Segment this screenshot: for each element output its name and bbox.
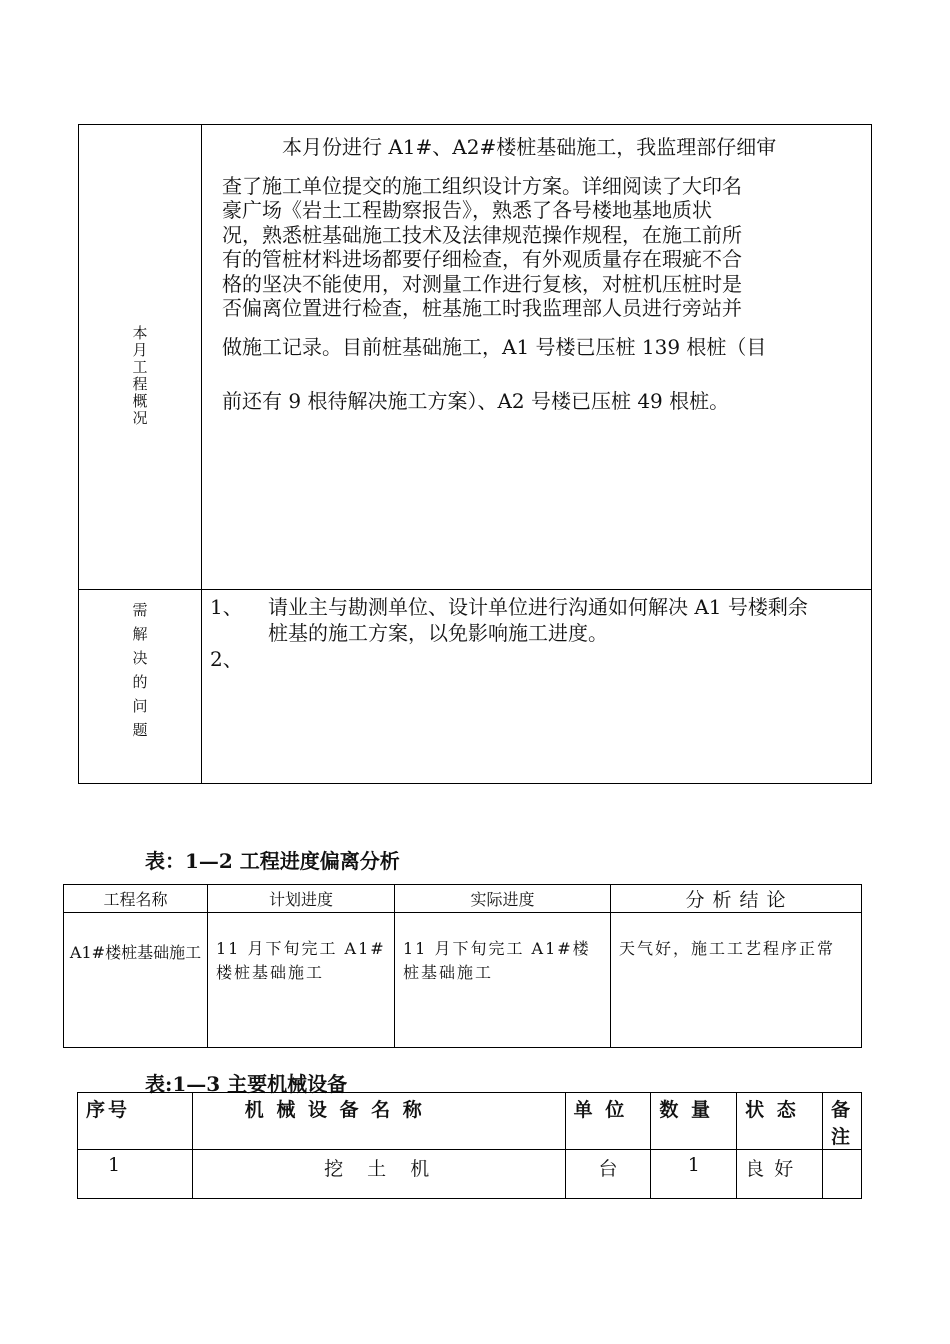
issues-label-cell: [79, 590, 202, 784]
issue-number: 2、: [210, 647, 243, 671]
header-cell: 机 械 设 备 名 称: [192, 1093, 565, 1150]
equipment-unit-cell: 台: [565, 1150, 651, 1199]
overview-line: 况，熟悉桩基础施工技术及法律规范操作规程，在施工前所: [222, 222, 742, 247]
equipment-no-cell: 1: [78, 1150, 193, 1199]
header-cell: 序号: [78, 1093, 193, 1150]
overview-line: 否偏离位置进行检查，桩基施工时我监理部人员进行旁站并: [222, 296, 742, 320]
header-cell: 工程名称: [64, 885, 208, 913]
overview-label: 本 月 工 程 概 况: [132, 324, 148, 427]
equipment-table-title: 表:1—3 主要机械设备: [145, 1072, 348, 1096]
header-cell: 计划进度: [208, 885, 395, 913]
overview-label-cell: [79, 125, 202, 590]
issue-number: 1、: [210, 595, 243, 619]
equipment-remark-cell: [822, 1150, 861, 1199]
overview-line: 有的管桩材料进场都要仔细检查，有外观质量存在瑕疵不合: [222, 247, 742, 271]
header-cell: 数 量: [651, 1093, 737, 1150]
header-cell: 实际进度: [395, 885, 611, 913]
overview-line: 做施工记录。目前桩基础施工，A1 号楼已压桩 139 根桩（目: [222, 334, 767, 359]
overview-text-cell: [202, 125, 872, 590]
overview-line: 豪广场《岩土工程勘察报告》，熟悉了各号楼地基地质状: [222, 198, 712, 222]
equipment-qty-cell: 1: [651, 1150, 737, 1199]
header-cell: 备注: [822, 1093, 861, 1150]
actual-cell: 11 月下旬完工 A1#楼桩基础施工: [395, 913, 611, 1048]
overview-line: 格的坚决不能使用，对测量工作进行复核，对桩机压桩时是: [222, 271, 742, 296]
header-cell: 分 析 结 论: [611, 885, 862, 913]
equipment-status-cell: 良 好: [737, 1150, 823, 1199]
equipment-name-cell: 挖 土 机: [192, 1150, 565, 1199]
overview-line: 前还有 9 根待解决施工方案）、A2 号楼已压桩 49 根桩。: [222, 389, 730, 413]
progress-table: [63, 884, 862, 1048]
project-name-cell: A1#楼桩基础施工: [64, 913, 208, 1048]
progress-table-title: 表：1—2 工程进度偏离分析: [145, 849, 400, 873]
conclusion-cell: 天气好，施工工艺程序正常: [611, 913, 862, 1048]
issues-cell: [202, 590, 872, 784]
header-cell: 状 态: [737, 1093, 823, 1150]
overview-line: 查了施工单位提交的施工组织设计方案。详细阅读了大印名: [222, 173, 742, 198]
plan-cell: 11 月下旬完工 A1#楼桩基础施工: [208, 913, 395, 1048]
overview-line: 本月份进行 A1#、A2#楼桩基础施工，我监理部仔细审: [282, 135, 777, 159]
overview-table: [78, 124, 872, 784]
issues-label: 需 解 决 的 问 题: [132, 601, 148, 739]
equipment-table: [77, 1092, 862, 1199]
issue-text-cont: 桩基的施工方案，以免影响施工进度。: [268, 621, 608, 645]
issue-text: 请业主与勘测单位、设计单位进行沟通如何解决 A1 号楼剩余: [268, 595, 808, 619]
header-cell: 单 位: [565, 1093, 651, 1150]
